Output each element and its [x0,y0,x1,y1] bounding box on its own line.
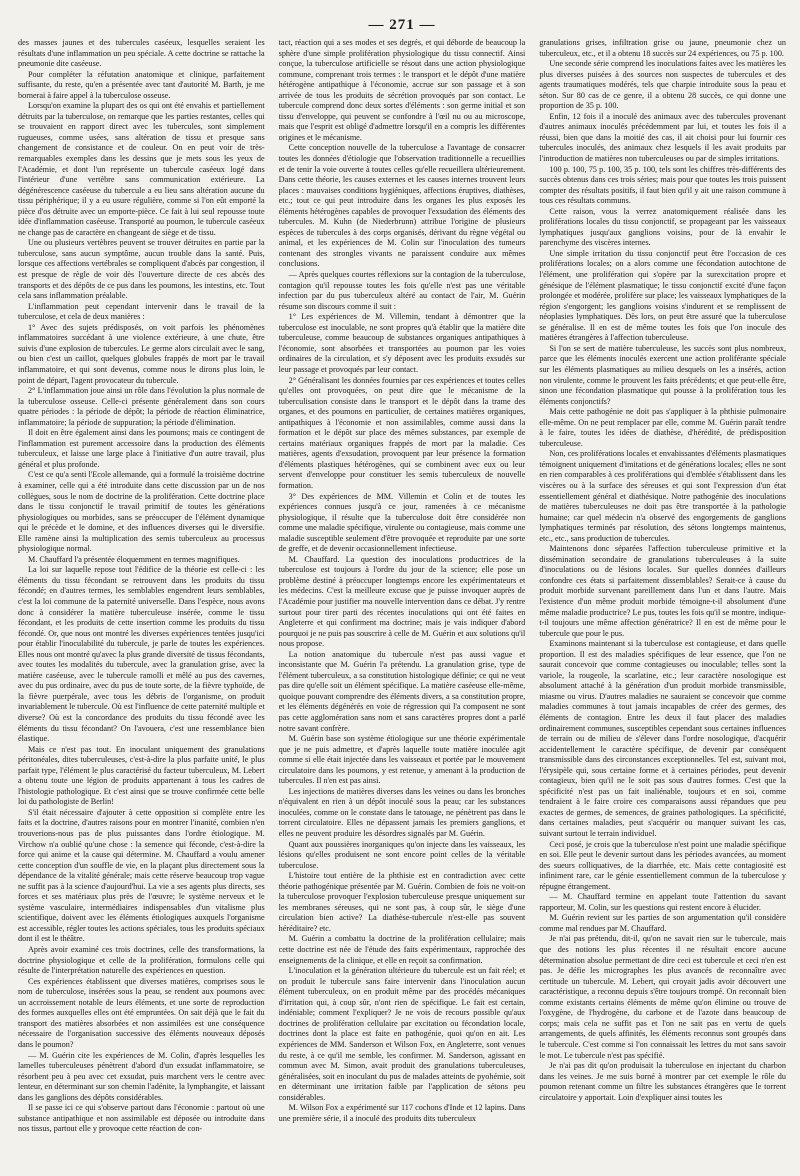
paragraph: C'est ce qu'a senti l'Ecole allemande, qui a formulé la troisième doctrine à examiner, celle qui a été introduite dans cette discussion par un de nos collègues, sous le nom de doctrine de la prolifération. Cette doctrine place dans le tissu conjonctif le travail primitif de toutes les générations physiologiques ou morbides, sans se préoccuper de l'élément dynamique qui le précède et le domine, et des influences diverses qui le diversifie. Elle ramène ainsi la multiplication des semis tuberculeux au processus physiologique normal. [18,470,265,554]
paragraph: tact, réaction qui a ses modes et ses degrés, et qui déborde de beaucoup la sphère d'une simple prolifération physiologique du tissu connectif. Ainsi conçue, la tuberculose artificielle se résout dans une action physiologique commune, comprenant trois termes : le transport et le dépôt d'une matière hétérogène antipathique à l'économie, accrue sur son passage et à son arrivée de tous les produits de sécrétion provoqués par son contact. Le tubercule comprend donc deux sortes d'éléments : son germe initial et son tissu d'enveloppe, qui peuvent se confondre à l'œil nu ou au microscope, mais que l'esprit est obligé d'admettre lorsqu'il en a compris les différentes origines et le mécanisme. [278,38,526,142]
paragraph: Il doit en être également ainsi dans les poumons; mais ce contingent de l'inflammation est purement accessoire dans la production des éléments tuberculeux, et laisse une large place à l'initiative d'un autre travail, plus général et plus profonde. [18,428,265,469]
paragraph: Maintenons donc séparées l'affection tuberculeuse primitive et la dissémination secondaire de granulations tuberculeuses à la suite d'inoculations ou de lésions locales. Sur quelles données d'ailleurs confondre ces états si parfaitement dissemblables? Serait-ce à cause du produit morbide survenant pareillement dans l'un et dans l'autre. Mais l'existence d'un même produit morbide témoigne-t-il absolument d'une même maladie productrice? Le pus, toutes les fois qu'il se montre, indique-t-il toujours une même affection génératrice? Il en est de même pour le tubercule que pour le pus. [539,544,786,638]
paragraph: 2° Généralisant les données fournies par ces expériences et toutes celles qu'elles ont provoquées, on peut dire que le mécanisme de la tuberculisation consiste dans le transport et le dépôt dans la trame des organes, et des poumons en particulier, de certaines matières organiques, antipathiques à l'économie et non assimilables, comme aussi dans la formation et le dépôt sur place des mêmes substances, par exemple de certains matériaux organiques frappés de mort par la maladie. Ces matières, agents d'exsudation, provoquent par leur présence la formation d'éléments plastiques hétérogènes, qui se combinent avec eux ou leur servent d'enveloppe pour constituer les semis tuberculeux de nouvelle formation. [278,375,526,490]
paragraph: Ceci posé, je crois que la tuberculose n'est point une maladie spécifique en soi. Elle peut le devenir surtout dans les périodes avancées, au moment des sueurs colliquatives, de la diarrhée, etc. Mais cette contagiosité est infiniment rare, car le génie essentiellement commun de la tuberculose y répugne étrangement. [539,839,786,891]
paragraph: S'il était nécessaire d'ajouter à cette opposition si complète entre les faits et la doctrine, d'autres raisons pour en montrer l'inanité, combien n'en trouverions-nous pas de plus puissantes dans l'ordre étiologique. M. Virchow n'a oublié qu'une chose : la semence qui féconde, c'est-à-dire la force qui anime et la cause qui détermine. M. Chauffard a voulu amener cette conception d'un souffle de vie, en la plaçant plus directement sous la dépendance de la vitalité générale; mais cette réserve beaucoup trop vague ne suffit pas à la science d'aujourd'hui. La vie a ses agents plus directs, ses forces et ses matériaux plus près de l'œuvre; le système nerveux et le système vasculaire, intermédiaires indispensables d'un vitalisme plus scientifique, doivent avec les éléments étiologiques auxquels l'organisme est accessible, régler toutes les actions spéciales, tous les produits spéciaux dont il est le théâtre. [18,807,265,944]
paragraph: 100 p. 100, 75 p. 100, 35 p. 100, tels sont les chiffres très-différents des succès obtenus dans ces trois séries; mais pour que toutes les trois puissent compter des résultats positifs, il faut bien qu'il y ait une raison commune à tous ces résultats communs. [539,164,786,206]
paragraph: 3° Des expériences de MM. Villemin et Colin et de toutes les expériences connues jusqu'à ce jour, ramenées à ce mécanisme physiologique, il résulte que la tuberculose doit être considérée non comme une maladie spécifique, virulente ou contagieuse, mais comme une maladie susceptible seulement d'être provoquée et reproduite par une sorte de greffe, et de devenir occasionnellement infectieuse. [278,491,526,554]
paragraph: Il se passe ici ce qui s'observe partout dans l'économie : partout où une substance antipathique et non assimilable est déposée ou introduite dans nos tissus, partout elle y provoque cette réaction de con- [18,1103,265,1134]
paragraph: Cette raison, vous la verrez anatomiquement réalisée dans les proliférations locales du tissu conjonctif, se propageant par les vaisseaux lymphatiques jusqu'aux ganglions voisins, pour de là envahir le parenchyme des viscères internes. [539,206,786,248]
column-middle [279,38,526,1162]
paragraph: — M. Guérin cite les expériences de M. Colin, d'après lesquelles les lamelles tuberculeuses pénètrent d'abord d'un exsudat inflammatoire, se résorbent peu à peu avec cet exsudat, puis marchent vers le centre avec lenteur, en déterminant sur son chemin l'adénite, la lymphangite, et laissant dans les ganglions des dépôts considérables. [18,1050,265,1102]
paragraph: M. Chauffard. La question des inoculations productrices de la tuberculose est toujours à l'ordre du jour de la science; elle pose un problème destiné à préoccuper longtemps encore les expérimentateurs et les médecins. C'est la meilleure excuse que je puisse invoquer auprès de l'Académie pour justifier ma nouvelle intervention dans ce débat. J'y rentre surtout pour tirer parti des récentes inoculations qui ont été faites en Angleterre et qui confirment ma doctrine; mais je vais indiquer d'abord pourquoi je ne puis pas souscrire à celle de M. Guérin et aux solutions qu'il nous propose. [278,554,526,649]
paragraph: Une ou plusieurs vertèbres peuvent se trouver détruites en partie par la tuberculose, sans aucun symptôme, aucun trouble dans la santé. Puis, lorsque ces affections vertébrales se compliquent d'abcès par congestion, il est presque de règle de voir dès l'ouverture directe de ces abcès des transports et des dépôts de ce pus dans les poumons, les intestins, etc. Tout cela sans inflammation préalable. [18,238,265,301]
paragraph: Examinons maintenant si la tuberculose est contagieuse, et dans quelle proportion. Il est des maladies spécifiques de leur essence, que l'on ne saurait concevoir que comme contagieuses ou inoculable; telles sont la variole, la rougeole, la scarlatine, etc.; leur caractère nosologique est absolument attaché à la génération d'un produit morbide transmissible, miasme ou virus. D'autres maladies ne sauraient se concevoir que comme maladies communes à tout jamais incapables de créer des germes, des éléments de contagion. Entre les deux il faut placer des maladies ordinairement communes, susceptibles cependant sous certaines influences de terrain ou de milieu de s'élever dans l'ordre nosologique, d'acquérir accidentellement le caractère spécifique, de devenir par conséquent transmissible dans des circonstances exceptionnelles. Tel est, suivant moi, l'érysipèle qui, sous certaine forme et à certaines périodes, peut devenir contagieux, bien qu'il ne le soit pas sous d'autres formes. C'est que la spécificité n'est pas un fait inaliénable, toujours et en soi, comme tendraient à le faire croire ces comparaisons aussi répandues que peu exactes de germes, de semences, de graines pathologiques. La spécificité, dans certaines maladies, peut s'acquérir ou manquer suivant les cas, suivant surtout le terrain individuel. [539,639,786,839]
paragraph: M. Guérin revient sur les parties de son argumentation qu'il considère comme mal rendues par M. Chauffard. [539,913,786,933]
paragraph: L'inoculation et la génération ultérieure du tubercule est un fait réel; et on produit le tubercule sans faire intervenir dans l'inoculation aucun élément tuberculeux, on en produit même par des procédés mécaniques d'irritation qui, à coup sûr, n'ont rien de spécifique. Le fait est certain, indéniable; comment l'expliquer? Je ne vois de recours possible qu'aux doctrines de prolifération cellulaire par excitation ou fécondation locale, doctrines dont la place est faite en pathogénie, quoi qu'on en ait. Les expériences de MM. Sanderson et Wilson Fox, en Angleterre, sont venues du reste, à ce qu'il me semble, les confirmer. M. Sanderson, agissant en commun avec M. Simon, avait produit des granulations tuberculeuses, généralisées, soit en inoculant du pus de malades atteints de pyohémie, soit en déterminant une irritation faible par l'application de sétons peu considérables. [278,966,526,1102]
paragraph: Mais cette pathogénie ne doit pas s'appliquer à la phthisie pulmonaire elle-même. On ne peut remplacer par elle, comme M. Guérin paraît tendre à le faire, toutes les idées de diathèse, d'hérédité, de prédisposition tuberculeuse. [539,407,786,448]
paragraph: Je n'ai pas prétendu, dit-il, qu'on ne savait rien sur le tubercule, mais que des notions les plus récentes il ne résultait encore aucune détermination absolue permettant de dire ceci est tubercule et ceci n'en est pas. Je défie les micrographes les plus avancés de reconnaître avec certitude un tubercule. M. Lebert, qui croyait jadis avoir découvert une caractéristique, a reconnu depuis s'être toujours trompé. On reconnaît bien comme existants certains éléments de même qu'on élimine ou trouve de l'oxygène, de l'hydrogène, du carbone et de l'azote dans beaucoup de corps; mais cela ne suffit pas et l'on ne sait pas en vertu de quels arrangements, de quels affinités, les éléments reconnus sont groupés dans le tubercule. C'est comme si l'on connaissait les lettres du mot sans savoir le mot. Le tubercule n'est pas spécifié. [539,934,786,1060]
paragraph: Les injections de matières diverses dans les veines ou dans les bronches n'équivalent en rien à un dépôt inoculé sous la peau; car les substances inoculées, comme on le constate dans le tatouage, ne pénètrent pas dans le torrent circulatoire. Elles ne dépassent jamais les premiers ganglions, et elles ne peuvent produire les désordres signalés par M. Guérin. [278,786,526,839]
paragraph: 1° Avec des sujets prédisposés, on voit parfois les phénomènes inflammatoires succédant à une violence extérieure, à une chute, être suivis d'une explosion de tubercules. Le germe alors circulait avec le sang, ou bien c'est un caillot, quelques globules frappés de mort par le travail inflammatoire, et qui sont devenus, comme nous le dirons plus loin, le point de départ, l'agent provocateur du tubercule. [18,322,265,385]
paragraph: L'histoire tout entière de la phthisie est en contradiction avec cette théorie pathogénique présentée par M. Guérin. Combien de fois ne voit-on la tuberculose provoquer l'explosion tuberculeuse presque uniquement sur les membranes séreuses, qui ne sont pas, à coup sûr, le siège d'une circulation bien active? La diathèse-tubercule n'est-elle pas souvent héréditaire? etc. [278,871,526,933]
paragraph: La loi sur laquelle repose tout l'édifice de la théorie est celle-ci : les éléments du tissu fécondant se retrouvent dans les produits du tissu fécondé; en d'autres termes, les semblables engendrent leurs semblables, c'est la loi commune de la paternité universelle. Dans l'espèce, nous avons donc à considérer la matière tuberculeuse insérée, comme le tissu fécondant, et les produits de cette insertion comme les produits du tissu fécondé. Or, que nous ont montré les diverses expériences tentées jusqu'ici pour établir l'inoculabilité du tubercule, je parle de toutes les expériences. Elles nous ont montré qu'avec la plus grande diversité de tissus fécondants, avec toutes les modalités du tubercule, avec la granulation grise, avec la matière caséeuse, avec le tubercule ramolli et mêlé au pus des cavernes, avec du pus ordinaire, avec du pus de toute sorte, de la fièvre typhoïde, de la fièvre puerpérale, avec tous les débris de l'organisme, on produit invariablement le tubercule. Où est l'influence de cette paternité multiple et diverse? Où est la concordance des produits du tissu fécondé avec les éléments du tissu fécondant? On l'avouera, c'est une ressemblance bien élastique. [18,565,265,744]
text-columns [18,38,786,1162]
paragraph: Après avoir examiné ces trois doctrines, celle des transformations, la doctrine physiologique et celle de la prolifération, formulons celle qui résulte de l'interprétation naturelle des expériences en question. [18,945,265,976]
paragraph: M. Chauffard l'a présentée éloquemment en termes magnifiques. [28,554,240,564]
paragraph: M. Guérin base son système étiologique sur une théorie expérimentale que je ne puis admettre, et d'après laquelle toute matière inoculée agit comme si elle était injectée dans les vaisseaux et portée par le mouvement circulatoire dans les poumons, y est retenue, y amenant à la production de tubercules. Il n'en est pas ainsi. [278,734,526,786]
paragraph: Une simple irritation du tissu conjonctif peut être l'occasion de ces proliférations locales; on a alors comme une fécondation autochtone de l'élément, une prolifération qui s'opère par la surexcitation propre et génésique de l'élément plasmatique; le tissu conjonctif excité d'une façon prolongée et modérée, prolifère sur place; les vaisseaux lymphatiques de la région s'engorgent; les ganglions voisins s'indurent et se remplissent de néoplasies lymphatiques. Dès lors, on peut être assuré que la tuberculose se généralise. Il en est de même toutes les fois que l'on inocule des matières étrangères à l'affection tuberculeuse. [539,248,786,343]
paragraph: Si l'on se sert de matière tuberculeuse, les succès sont plus nombreux, parce que les éléments inoculés exercent une action proliférante spéciale sur les éléments plasmatiques au milieu desquels on les a insérés, action non virulente, comme le prouvent les faits précédents; et que peut-elle être, sinon une fécondation plasmatique qui pousse à la prolifération tous les éléments conjonctifs? [539,343,786,406]
paragraph: Mais ce n'est pas tout. En inoculant uniquement des granulations péritonéales, dites tuberculeuses, c'est-à-dire la plus parfaite unité, le plus parfait type, l'élément le plus caractérisé du facteur tuberculeux, M. Lebert a obtenu toute une légion de produits appartenant à tous les cadres de l'histologie pathologique. Et c'est ainsi que se trouve confirmée cette belle loi du pathologiste de Berlin! [18,744,265,807]
paragraph: — Après quelques courtes réflexions sur la contagion de la tuberculose, contagion qu'il repousse toutes les fois qu'elle n'est pas une véritable infection par du pus tuberculeux altéré au contact de l'air, M. Guérin résume son discours comme il suit : [278,270,526,311]
paragraph: Enfin, 12 fois il a inoculé des animaux avec des tubercules provenant d'autres animaux inoculés précédemment par lui, et toutes les fois il a réussi, bien que dans la moitié des cas, il ait choisi pour lui fournir ces tubercules inoculés, des animaux chez lesquels il les avait produits par l'introduction de matières non tuberculeuses ou par de simples irritations. [539,111,786,164]
paragraph: 2° L'inflammation joue ainsi un rôle dans l'évolution la plus normale de la tuberculose osseuse. Celle-ci présente généralement dans son cours quatre périodes : la période de dépôt; la période de réaction éliminatrice, inflammatoire; la période de suppuration; la période d'élimination. [18,386,265,427]
column-left [18,38,265,1162]
paragraph: Pour compléter la réfutation anatomique et clinique, parfaitement suffisante, du reste, qu'en a présentée avec tant d'autorité M. Barth, je me bornerai à faire appel à la tuberculose osseuse. [18,69,265,100]
paragraph: Je n'ai pas dit qu'on produisait la tuberculose en injectant du charbon dans les veines. Je me suis borné à montrer par cet exemple le rôle du poumon retenant comme un filtre les substances étrangères que le torrent circulatoire y apportait. Loin d'expliquer ainsi toutes les [539,1061,786,1102]
column-right [539,38,786,1162]
paragraph: Lorsqu'on examine la plupart des os qui ont été envahis et partiellement détruits par la tuberculose, on remarque que les parties restantes, celles qui se trouvaient en rapport direct avec les tubercules, sont simplement rugueuses, comme usées, sans altération de tissu et presque sans changement de consistance et de couleur. On en peut voir de très-remarquables exemples dans les dessins que je mets sous les yeux de l'Académie, et dont l'un représente un tubercule caséeux logé dans l'intérieur d'une vertèbre sans communication extérieure. La dégénérescence caséeuse du tubercule a eu lieu sans altération aucune du tissu périphérique; il y a eu usure régulière, comme si l'on eût emporté la pièce d'os détruite avec un emporte-pièce. Ce fait à lui seul repousse toute idée d'inflammation caséeuse. Transporté au poumon, le tubercule caséeux ne change pas de caractère en changeant de siège et de tissu. [18,101,265,237]
paragraph: Non, ces proliférations locales et envahissantes d'éléments plasmatiques témoignent uniquement d'imitations et de générations locales; elles ne sont en rien comparables à ces proliférations qui d'emblée s'établissent dans les viscères ou à la surface des séreuses et qui sont l'expression d'un état essentiellement général et diathésique. Notre pathogénie des inoculations de matières tuberculeuses ne doit pas être transportée à la pathologie humaine; car quel médecin n'a observé des engorgements de ganglions lymphatiques terminés par résolution, des sétons longtemps maintenus, etc., etc., sans production de tubercules. [539,449,786,543]
paragraph: Quant aux poussières inorganiques qu'on injecte dans les vaisseaux, les lésions qu'elles produisent ne sont encore point celles de la véritable tuberculose. [278,839,526,870]
page-number: — 271 — [368,17,436,33]
paragraph: — M. Chauffard termine en appelant toute l'attention du savant rapporteur, M. Colin, sur les questions qui restent encore à élucider. [539,892,786,912]
paragraph: La notion anatomique du tubercule n'est pas aussi vague et inconsistante que M. Guérin l'a prétendu. La granulation grise, type de l'élément tuberculeux, a sa constitution histologique définie; ce qui ne veut pas dire qu'elle soit un élément spécifique. La matière caséeuse elle-même, quoique pouvant comprendre des éléments divers, a sa constitution propre, et les éléments dégénérés en voie de régression qui l'a composent ne sont pas cette agglomération sans nom et sans caractères propres dont a parlé notre savant confrère. [278,649,526,733]
paragraph: L'inflammation peut cependant intervenir dans le travail de la tuberculose, et cela de deux manières : [18,301,265,322]
paragraph: M. Wilson Fox a expérimenté sur 117 cochons d'Inde et 12 lapins. Dans une première série, il a inoculé des produits dits tuberculeux [278,1103,526,1123]
paragraph: M. Guérin a combattu la doctrine de la prolifération cellulaire; mais cette doctrine est née de l'étude des faits expérimentaux, rapprochée des enseignements de la clinique, et elle en reçoit sa confirmation. [278,934,526,965]
paragraph: 1° Les expériences de M. Villemin, tendant à démontrer que la tuberculose est inoculable, ne sont propres qu'à établir que la matière dite tuberculeuse, comme beaucoup de substances organiques antipathiques à l'économie, sont absorbées et transportées au poumon par les voies ordinaires de la circulation, et s'y déposent avec les produits exsudés sur leur passage et provoqués par leur contact. [278,312,526,374]
paragraph: Ces expériences établissent que diverses matières, comprises sous le nom de tuberculose, insérées sous la peau, se rendent aux poumons avec un accroissement notable de leurs éléments, et une sorte de reproduction des formes auxquelles elles ont été empruntées. On sait déjà que le fait du transport des matières absorbées et non assimilées est une conséquence nécessaire de l'organisation successive des éléments nouveaux déposés dans le poumon? [18,976,265,1049]
paragraph: granulations grises, infiltration grise ou jaune, pneumonie chez un tuberculeux, etc., et il a obtenu 18 succès sur 24 expériences, ou 75 p. 100. [539,38,786,58]
paragraph: Une seconde série comprend les inoculations faites avec les matières les plus diverses puisées à des sources non suspectes de tubercules et des agents traumatiques modérés, tels que charpie introduite sous la peau et séton. Sur 80 cas de ce genre, il a obtenu 28 succès, ce qui donne une proportion de 35 p. 100. [539,59,786,111]
paragraph: Cette conception nouvelle de la tuberculose a l'avantage de consacrer toutes les données d'étiologie que l'observation traditionnelle a recueillies et de tenir la voie ouverte à toutes celles qu'elle recueillera ultérieurement. Dans cette théorie, les causes externes et les causes internes trouvent leurs places : mauvaises conditions hygiéniques, affections éruptives, diathèses, etc.; tout ce qui peut introduire dans les organes les plus exposés les éléments hétérogènes capables de provoquer l'exsudation des éléments des tubercules. M. Kuhn (de Niederbrunn) attribue l'origine de plusieurs espèces de tubercules à des corps organisés, dérivant du règne végétal ou animal, et les expériences de M. Colin sur l'inoculation des tumeurs contenant des strongles vivants ne paraissent conduire aux mêmes conclusions. [278,143,526,269]
paragraph: des masses jaunes et des tubercules caséeux, lesquelles seraient les résultats d'une inflammation un peu spéciale. A cette doctrine se rattache la pneumonie dite caséeuse. [18,38,265,69]
